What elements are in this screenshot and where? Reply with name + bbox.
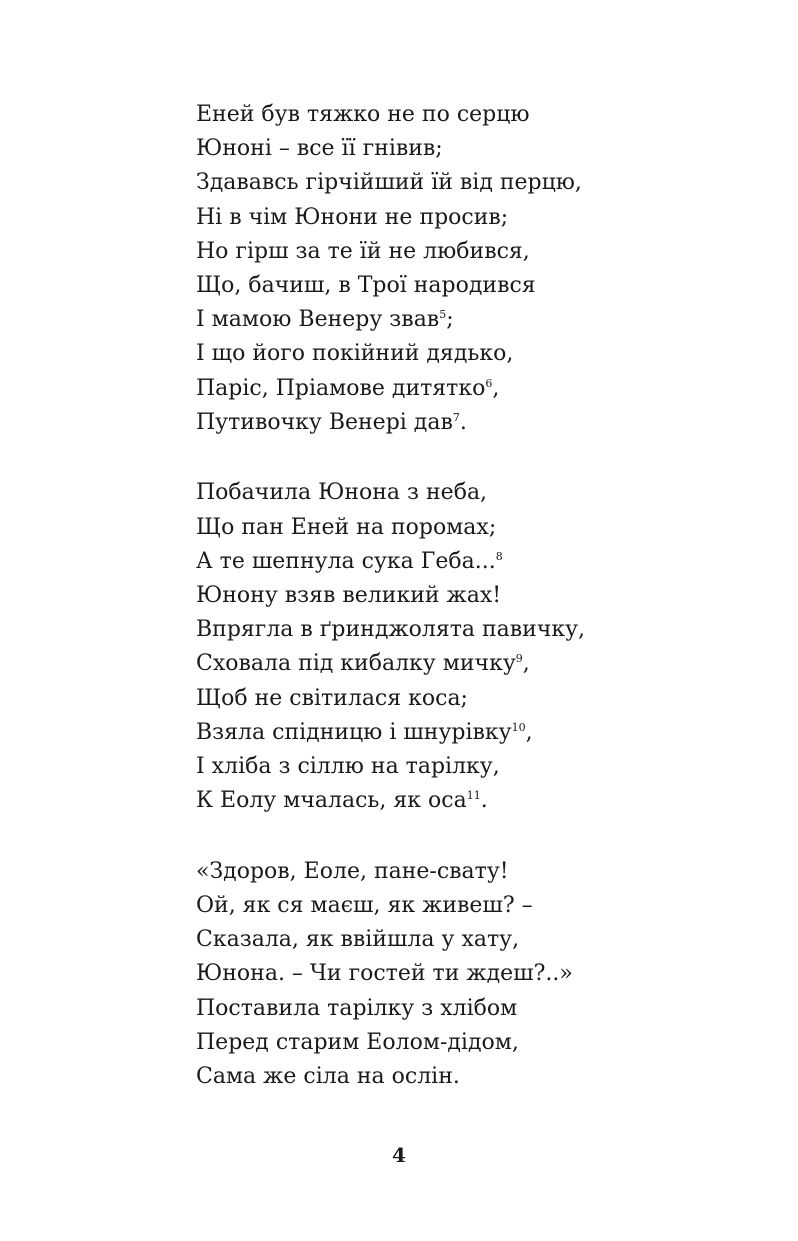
footnote-marker[interactable]: 11: [466, 789, 481, 803]
verse-line: Юноні – все її гнівив;: [196, 136, 443, 162]
verse-line: Що, бачиш, в Трої народився: [196, 272, 536, 298]
verse-line: Перед старим Еолом-дідом,: [196, 1029, 519, 1055]
verse-line: Юнону взяв великий жах!: [196, 582, 502, 608]
verse-line: Взяла спідницю і шнурівку$^{10}$,: [196, 719, 533, 745]
footnote-marker[interactable]: 7: [452, 410, 460, 424]
verse-line: К Еолу мчалась, як оса$^{11}$.: [196, 788, 488, 814]
verse-line: Що пан Еней на поромах;: [196, 514, 497, 540]
verse-line: «Здоров, Еоле, пане-свату!: [196, 858, 509, 884]
verse-line: І мамою Венеру звав$^5$;: [196, 307, 454, 333]
stanza: [196, 98, 716, 440]
footnote-marker[interactable]: 5: [439, 308, 447, 322]
footnote-marker[interactable]: 9: [515, 652, 523, 666]
verse-line: І що його покійний дядько,: [196, 341, 514, 367]
verse-line: Еней був тяжко не по серцю: [196, 102, 530, 127]
verse-line: Сказала, як ввійшла у хату,: [196, 927, 520, 953]
verse-line: Сама же сіла на ослін.: [196, 1063, 460, 1089]
poem-body: [196, 98, 716, 1131]
footnote-marker[interactable]: 6: [485, 376, 493, 390]
verse-line: Побачила Юнона з неба,: [196, 480, 488, 506]
verse-line: Поставила тарілку з хлібом: [196, 995, 518, 1021]
footnote-marker[interactable]: 8: [495, 549, 503, 563]
stanza: [196, 855, 716, 1094]
footnote-marker[interactable]: 10: [511, 720, 526, 734]
verse-line: І хліба з сіллю на тарілку,: [196, 753, 500, 779]
page-number: 4: [392, 1143, 406, 1167]
verse-line: А те шепнула сука Геба...$^8$: [196, 548, 503, 574]
verse-line: Ой, як ся маєш, як живеш? –: [196, 892, 533, 918]
verse-line: Здававсь гірчійший їй від перцю,: [196, 170, 582, 196]
verse-line: Паріс, Пріамове дитятко$^6$,: [196, 375, 500, 401]
stanza: [196, 476, 716, 818]
verse-line: Путивочку Венері дав$^7$.: [196, 409, 467, 435]
verse-line: Но гірш за те їй не любився,: [196, 238, 530, 264]
verse-line: Щоб не світилася коса;: [196, 685, 468, 711]
verse-line: Сховала під кибалку мичку$^9$,: [196, 651, 530, 677]
verse-line: Ні в чім Юнони не просив;: [196, 204, 509, 230]
verse-line: Юнона. – Чи гостей ти ждеш?..»: [196, 961, 573, 987]
verse-line: Впрягла в ґринджолята павичку,: [196, 617, 586, 643]
